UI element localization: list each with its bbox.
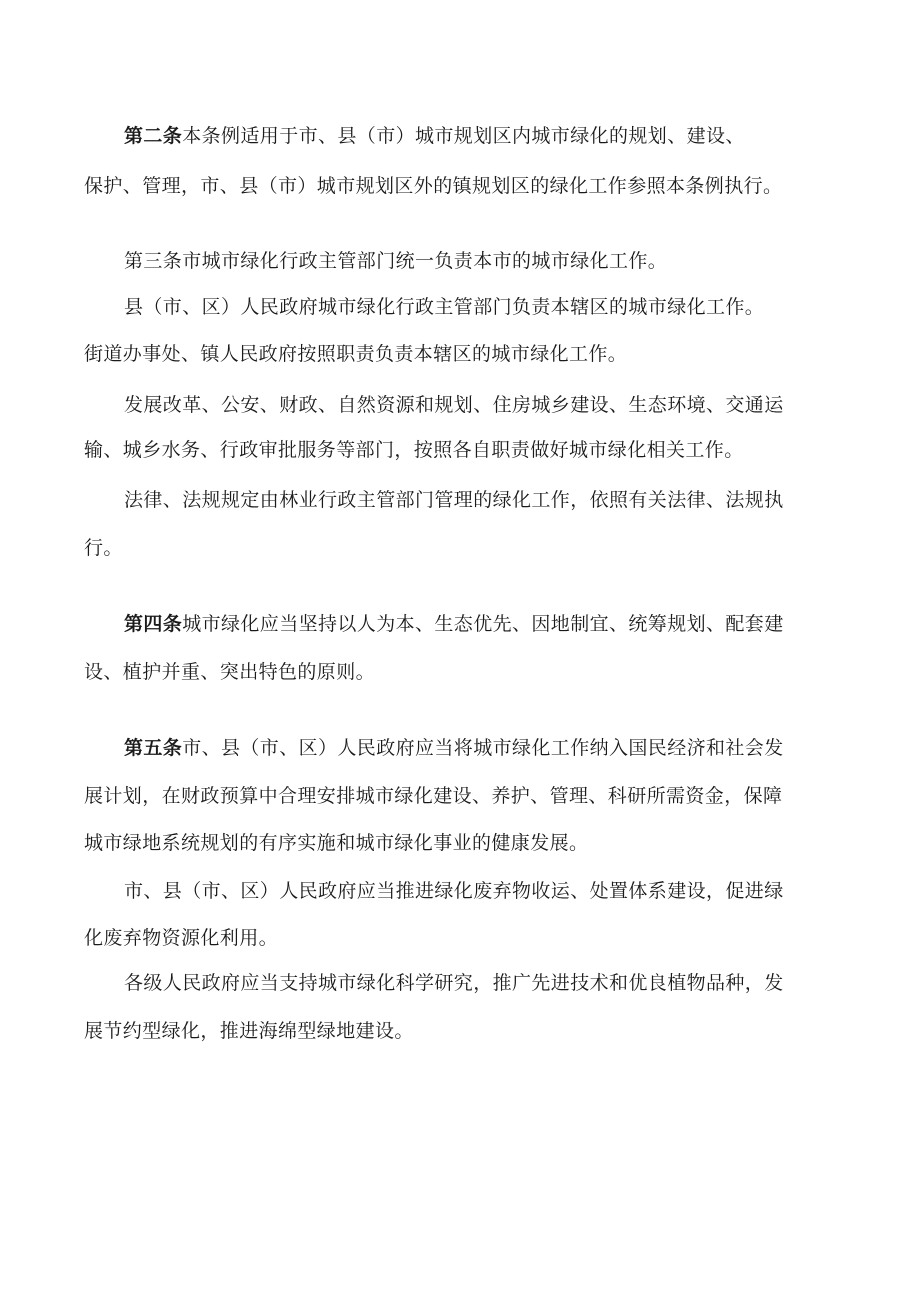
article-2-text-1: 本条例适用于市、县（市）城市规划区内城市绿化的规划、建设、 (182, 125, 745, 147)
article-4-line-1 (124, 612, 784, 636)
article-3-line-5: 输、城乡水务、行政审批服务等部门，按照各自职责做好城市绿化相关工作。 (84, 439, 744, 461)
article-5-text-1: 市、县（市、区）人民政府应当将城市绿化工作纳入国民经济和社会发 (182, 737, 784, 759)
article-3-line-1: 第三条市城市绿化行政主管部门统一负责本市的城市绿化工作。 (124, 250, 668, 272)
article-3-line-6: 法律、法规规定由林业行政主管部门管理的绿化工作，依照有关法律、法规执 (124, 489, 784, 511)
article-5-line-7: 展节约型绿化，推进海绵型绿地建设。 (84, 1020, 414, 1042)
article-5-line-3: 城市绿地系统规划的有序实施和城市绿化事业的健康发展。 (84, 832, 589, 854)
article-5-label: 第五条 (124, 737, 183, 759)
article-3-line-7: 行。 (84, 537, 123, 559)
article-2-line-1 (124, 124, 745, 148)
article-2-line-2: 保护、管理，市、县（市）城市规划区外的镇规划区的绿化工作参照本条例执行。 (84, 175, 783, 197)
article-4-text-1: 城市绿化应当坚持以人为本、生态优先、因地制宜、统筹规划、配套建 (182, 613, 784, 635)
article-4-line-2: 设、植护并重、突出特色的原则。 (84, 661, 376, 683)
article-5-line-6: 各级人民政府应当支持城市绿化科学研究，推广先进技术和优良植物品种，发 (124, 972, 784, 994)
article-2-label: 第二条 (124, 125, 183, 147)
article-4-label: 第四条 (124, 613, 183, 635)
article-5-line-1 (124, 736, 784, 760)
article-5-line-2: 展计划，在财政预算中合理安排城市绿化建设、养护、管理、科研所需资金，保障 (84, 785, 783, 807)
article-5-line-4: 市、县（市、区）人民政府应当推进绿化废弃物收运、处置体系建设，促进绿 (124, 880, 784, 902)
article-3-line-4: 发展改革、公安、财政、自然资源和规划、住房城乡建设、生态环境、交通运 (124, 394, 784, 416)
article-3-line-2: 县（市、区）人民政府城市绿化行政主管部门负责本辖区的城市绿化工作。 (124, 296, 765, 318)
article-3-line-3: 街道办事处、镇人民政府按照职责负责本辖区的城市绿化工作。 (84, 343, 628, 365)
article-5-line-5: 化废弃物资源化利用。 (84, 927, 279, 949)
